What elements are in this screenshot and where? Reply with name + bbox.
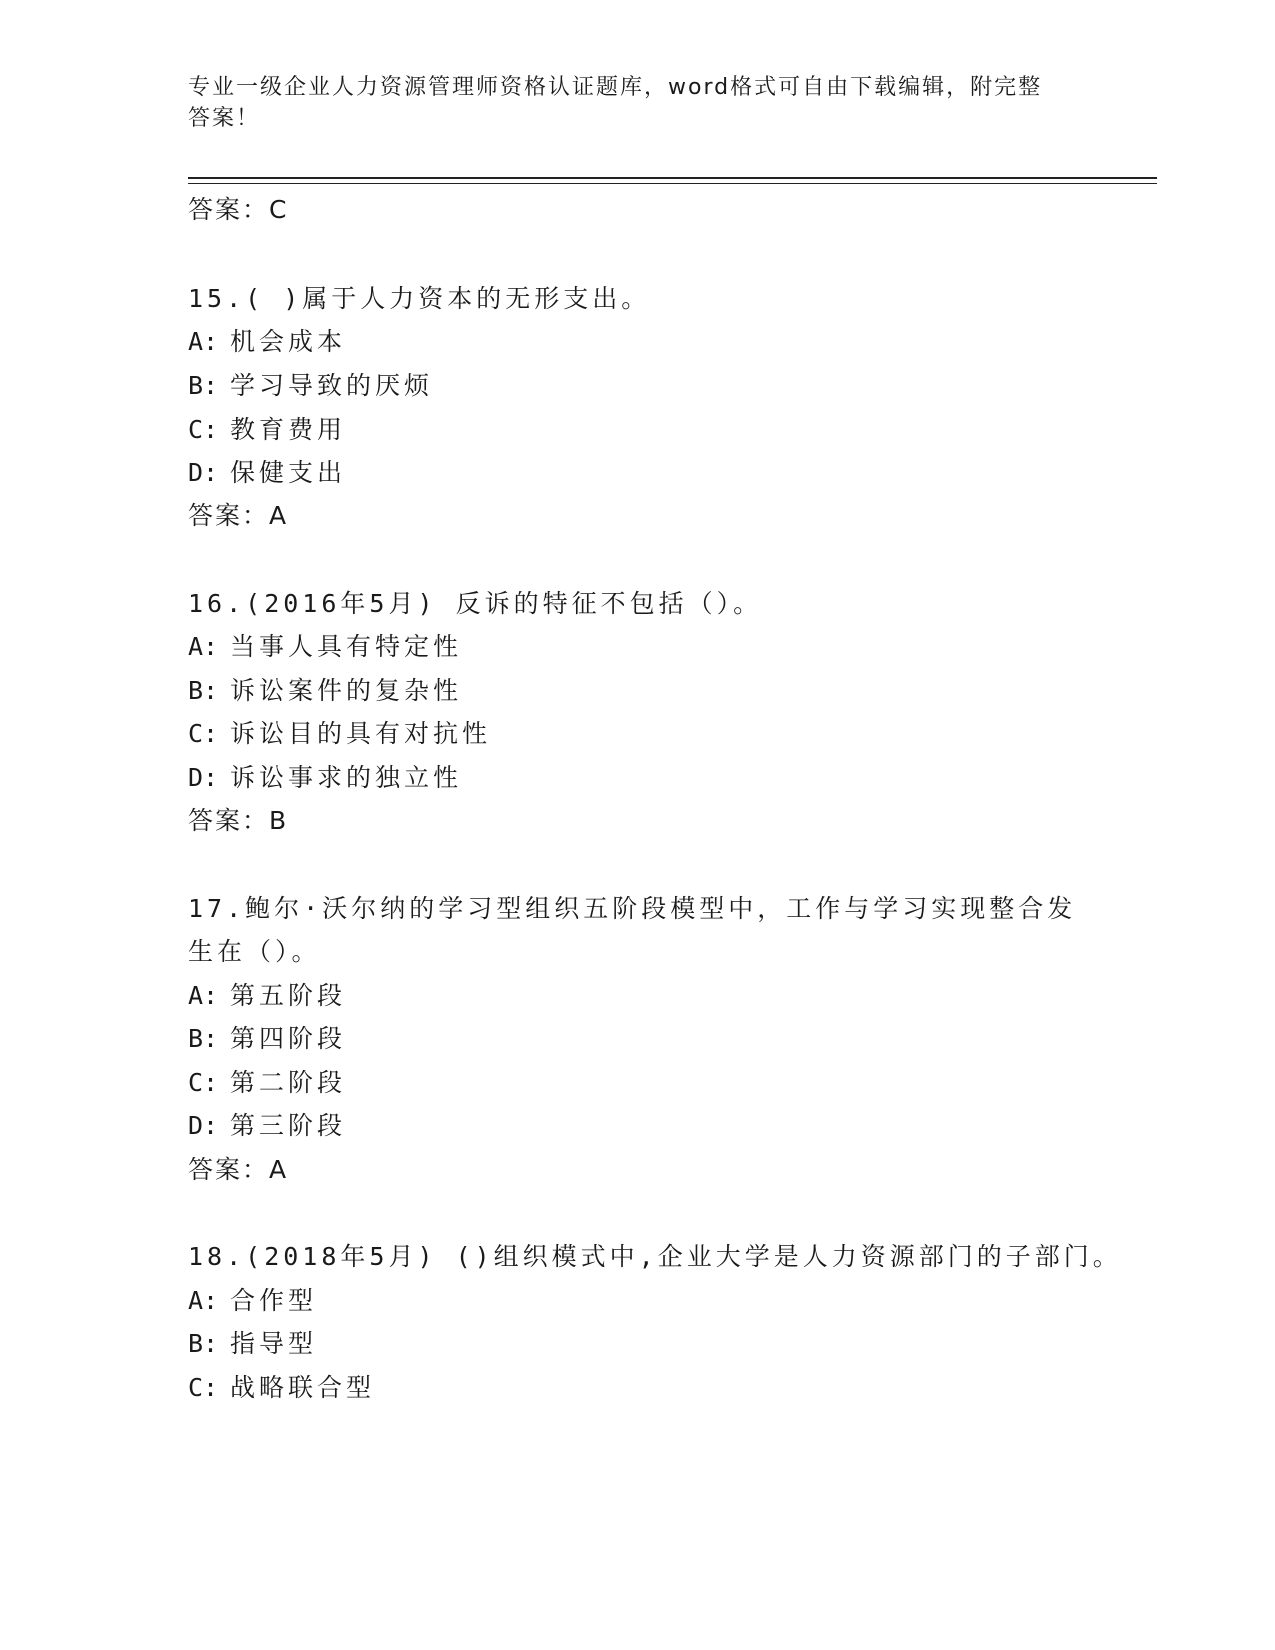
option-letter: A:: [188, 327, 219, 356]
previous-answer: 答案：C: [188, 195, 289, 224]
option-letter: B:: [188, 1024, 219, 1053]
option-text: 学习导致的厌烦: [230, 371, 434, 400]
option-letter: B:: [188, 371, 219, 400]
option-text: 诉讼目的具有对抗性: [230, 719, 492, 748]
option-text: 教育费用: [230, 415, 347, 444]
option-text: 当事人具有特定性: [230, 632, 463, 661]
question-16-option-b: [188, 675, 462, 707]
option-letter: C:: [188, 719, 219, 748]
option-letter: D:: [188, 458, 219, 487]
question-17-option-b: [188, 1023, 346, 1055]
question-18-option-a: [188, 1285, 317, 1317]
option-text: 第四阶段: [230, 1024, 347, 1053]
option-letter: C:: [188, 1373, 219, 1402]
header-divider-thick: [188, 177, 1157, 179]
header-divider-thin: [188, 183, 1157, 184]
question-15-text: 15.( )属于人力资本的无形支出。: [188, 284, 651, 313]
question-15-answer: 答案：A: [188, 501, 289, 530]
question-15-option-d: [188, 457, 346, 489]
option-text: 诉讼事求的独立性: [230, 763, 463, 792]
question-16-option-d: [188, 762, 462, 794]
question-18-text: 18.(2018年5月) ()组织模式中,企业大学是人力资源部门的子部门。: [188, 1242, 1122, 1271]
option-text: 保健支出: [230, 458, 347, 487]
option-text: 合作型: [230, 1286, 318, 1315]
question-16-answer: 答案：B: [188, 806, 289, 835]
option-letter: A:: [188, 632, 219, 661]
option-letter: D:: [188, 1111, 219, 1140]
option-letter: C:: [188, 1068, 219, 1097]
header-line-2: 答案！: [188, 106, 261, 131]
question-18-option-c: [188, 1372, 375, 1404]
option-letter: D:: [188, 763, 219, 792]
option-text: 诉讼案件的复杂性: [230, 676, 463, 705]
question-15-option-b: [188, 370, 433, 402]
question-16-text: 16.(2016年5月) 反诉的特征不包括（）。: [188, 589, 763, 618]
option-letter: C:: [188, 415, 219, 444]
option-letter: B:: [188, 1329, 219, 1358]
document-header: [188, 72, 1088, 134]
question-16-option-a: [188, 631, 462, 663]
option-text: 第五阶段: [230, 981, 347, 1010]
header-line-1: 专业一级企业人力资源管理师资格认证题库，word格式可自由下载编辑，附完整: [188, 75, 1043, 100]
option-letter: B:: [188, 676, 219, 705]
question-15-option-c: [188, 414, 346, 446]
question-17-text-line-2: 生在（）。: [188, 937, 321, 966]
option-text: 第三阶段: [230, 1111, 347, 1140]
option-text: 机会成本: [230, 327, 347, 356]
question-17-option-c: [188, 1067, 346, 1099]
question-16-option-c: [188, 718, 491, 750]
option-letter: A:: [188, 981, 219, 1010]
option-text: 第二阶段: [230, 1068, 347, 1097]
option-text: 战略联合型: [230, 1373, 376, 1402]
option-letter: A:: [188, 1286, 219, 1315]
question-18-option-b: [188, 1328, 317, 1360]
question-17-text-line-1: 17.鲍尔·沃尔纳的学习型组织五阶段模型中，工作与学习实现整合发: [188, 894, 1077, 923]
question-17-option-d: [188, 1110, 346, 1142]
question-15-option-a: [188, 326, 346, 358]
question-17-answer: 答案：A: [188, 1155, 289, 1184]
question-17-option-a: [188, 980, 346, 1012]
option-text: 指导型: [230, 1329, 318, 1358]
